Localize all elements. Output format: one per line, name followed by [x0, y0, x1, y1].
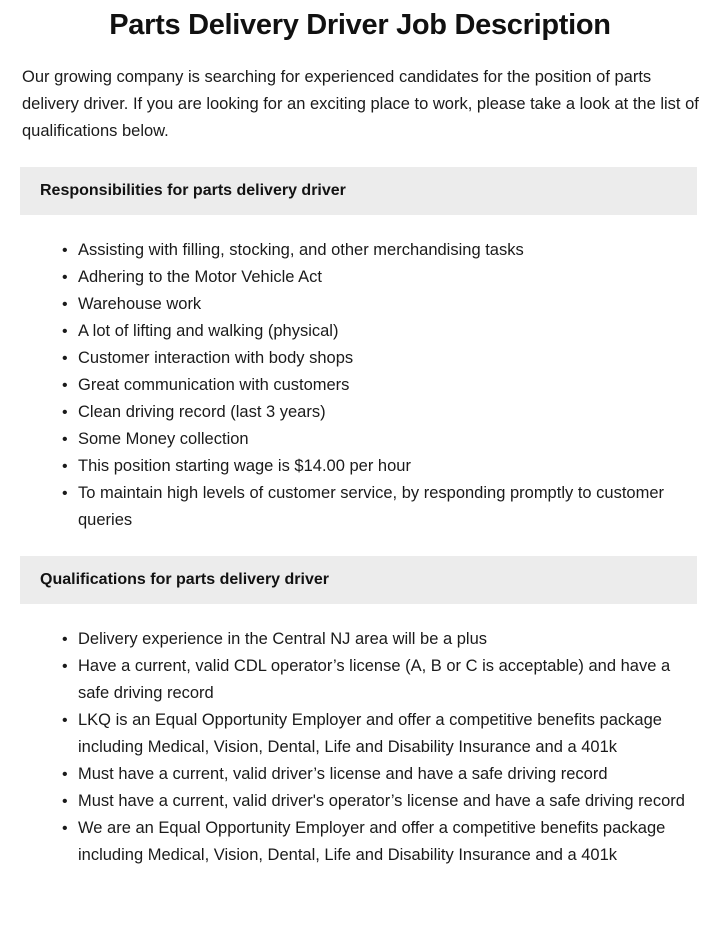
list-item: • This position starting wage is $14.00 per hour — [40, 453, 700, 480]
list-item: • Must have a current, valid driver's operator’s license and have a safe driving record — [40, 788, 700, 815]
qualifications-list — [20, 626, 700, 869]
list-item: • Must have a current, valid driver’s license and have a safe driving record — [40, 761, 700, 788]
job-description-page — [0, 4, 720, 869]
intro-paragraph: Our growing company is searching for experienced candidates for the position of parts delivery driver. If you are looking for an exciting place to work, please take a look at the list of qualifications below. — [22, 68, 699, 140]
page-title: Parts Delivery Driver Job Description — [109, 9, 611, 41]
section-header-responsibilities: Responsibilities for parts delivery driver — [20, 167, 697, 215]
list-item: • A lot of lifting and walking (physical) — [40, 318, 700, 345]
list-item: • Adhering to the Motor Vehicle Act — [40, 264, 700, 291]
list-item: • Delivery experience in the Central NJ area will be a plus — [40, 626, 700, 653]
list-item: • Clean driving record (last 3 years) — [40, 399, 700, 426]
list-item: • Have a current, valid CDL operator’s license (A, B or C is acceptable) and have a safe driving record — [40, 653, 700, 707]
responsibilities-list — [20, 237, 700, 534]
list-item: • Warehouse work — [40, 291, 700, 318]
list-item: • LKQ is an Equal Opportunity Employer and offer a competitive benefits package including Medical, Vision, Dental, Life and Disability Insurance and a 401k — [40, 707, 700, 761]
list-item: • Assisting with filling, stocking, and other merchandising tasks — [40, 237, 700, 264]
list-item: • Customer interaction with body shops — [40, 345, 700, 372]
list-item: • Some Money collection — [40, 426, 700, 453]
section-header-qualifications: Qualifications for parts delivery driver — [20, 556, 697, 604]
list-item: • To maintain high levels of customer service, by responding promptly to customer queries — [40, 480, 700, 534]
list-item: • Great communication with customers — [40, 372, 700, 399]
list-item: • We are an Equal Opportunity Employer and offer a competitive benefits package including Medical, Vision, Dental, Life and Disability Insurance and a 401k — [40, 815, 700, 869]
